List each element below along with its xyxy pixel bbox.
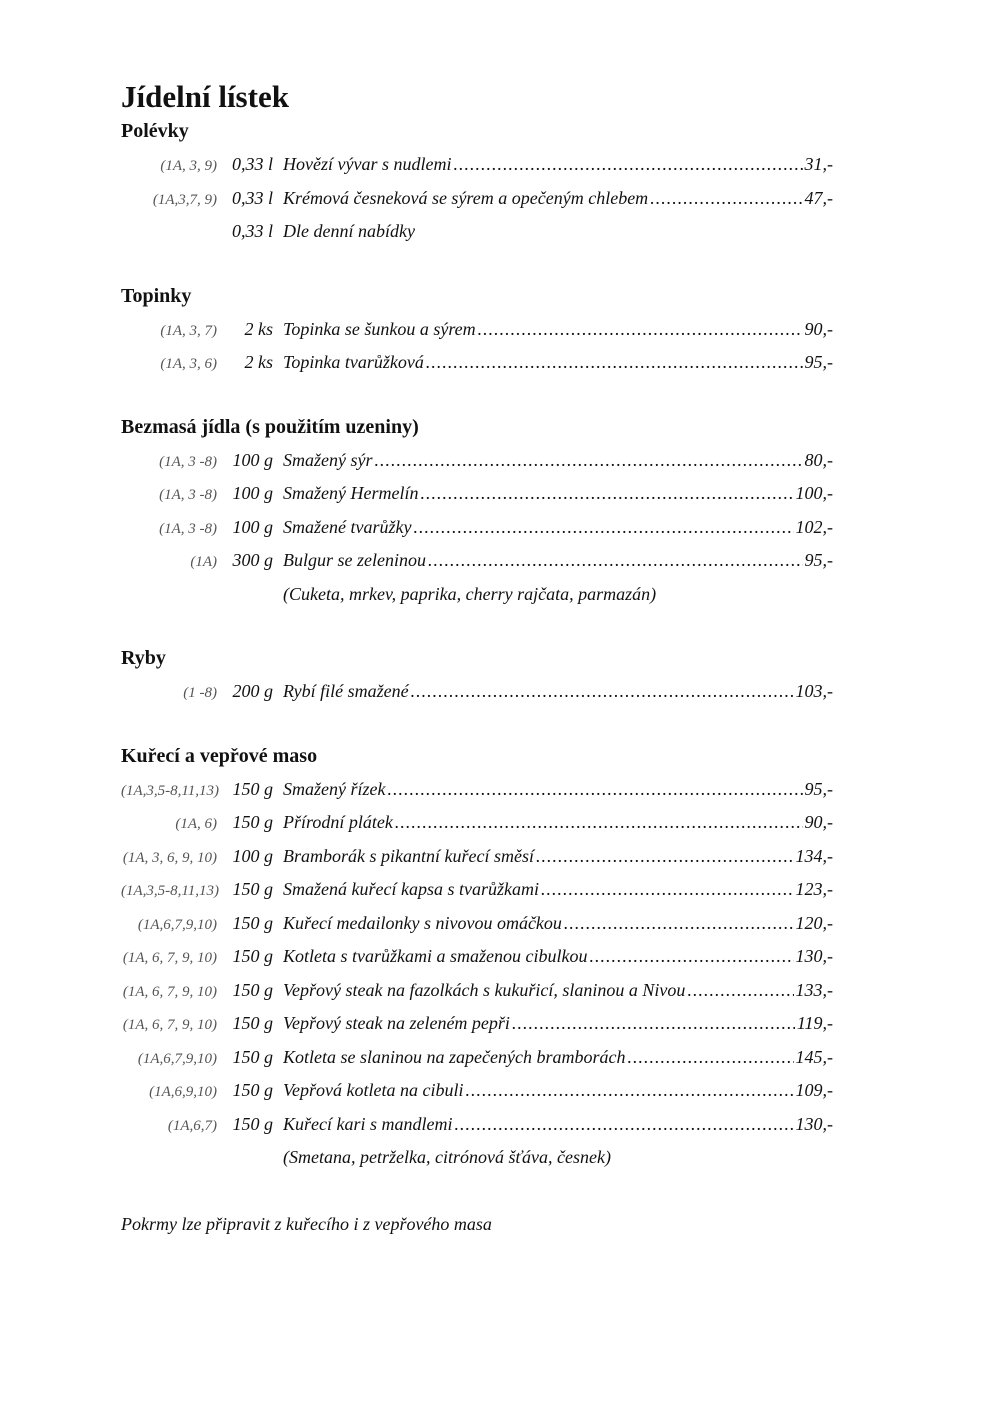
item-price: 109,- [795, 1080, 833, 1100]
menu-sections [121, 118, 833, 1175]
allergen-codes: (1A, 3 -8) [159, 487, 217, 503]
item-price: 133,- [795, 979, 833, 1000]
item-line [283, 1074, 833, 1108]
portion-amount: 150 g [232, 979, 273, 1000]
section-heading: Bezmasá jídla (s použitím uzeniny) [121, 415, 419, 438]
dot-leader [650, 182, 802, 216]
portion-amount: 100 g [232, 449, 273, 470]
item-line [283, 1141, 833, 1175]
item-price: 145,- [795, 1046, 833, 1067]
dot-leader [428, 544, 803, 578]
item-line [283, 974, 833, 1008]
section-heading: Kuřecí a vepřové maso [121, 744, 318, 767]
allergen-codes: (1A, 6, 7, 9, 10) [122, 1017, 217, 1033]
dot-leader [374, 444, 802, 478]
item-name: Rybí filé smažené [283, 681, 409, 701]
allergen-codes: (1A,6,9,10) [149, 1084, 217, 1100]
section-heading: Ryby [121, 647, 166, 669]
dot-leader [420, 477, 793, 511]
portion-amount: 100 g [232, 516, 273, 537]
item-name: Kotleta se slaninou na zapečených bramborách [283, 1046, 626, 1067]
dot-leader [387, 773, 802, 807]
item-name: Vepřový steak na zeleném pepři [283, 1013, 510, 1033]
footnote: Pokrmy lze připravit z kuřecího i z vepřového masa [121, 1213, 492, 1234]
menu-item [121, 313, 833, 347]
portion-amount: 2 ks [244, 318, 273, 339]
portion-amount: 0,33 l [231, 187, 273, 208]
menu-item [121, 148, 833, 182]
item-price: 134,- [795, 845, 833, 866]
menu-item [121, 578, 833, 612]
portion-amount: 100 g [232, 845, 273, 866]
section-heading: Topinky [121, 284, 192, 307]
menu-item [121, 215, 833, 249]
item-line [283, 907, 833, 941]
item-price: 119,- [796, 1013, 833, 1033]
dot-leader [478, 313, 803, 347]
page-title: Jídelní lístek [121, 79, 289, 114]
item-price: 90,- [804, 318, 833, 339]
menu-item [121, 840, 833, 874]
menu-section [121, 414, 833, 612]
item-line [283, 1108, 833, 1142]
menu-item [121, 974, 833, 1008]
menu-page [121, 78, 833, 1239]
allergen-codes: (1A, 3 -8) [159, 520, 217, 537]
item-price: 31,- [804, 154, 833, 174]
item-line [283, 313, 833, 347]
dot-leader [564, 907, 794, 941]
dot-leader [411, 675, 794, 709]
item-name: Bulgur se zeleninou [283, 550, 426, 570]
item-name: Topinka se šunkou a sýrem [283, 318, 476, 339]
item-name: Smažený řízek [283, 778, 386, 799]
menu-item [121, 806, 833, 840]
menu-section [121, 645, 833, 709]
portion-amount: 150 g [232, 879, 273, 899]
item-name: Hovězí vývar s nudlemi [283, 154, 452, 174]
dot-leader [536, 840, 794, 874]
item-price: 90,- [804, 812, 833, 832]
menu-item [121, 1074, 833, 1108]
item-line [283, 346, 833, 380]
portion-amount: 0,33 l [231, 221, 273, 241]
item-line [283, 840, 833, 874]
allergen-codes: (1A, 3, 9) [160, 158, 217, 174]
allergen-codes: (1 -8) [183, 685, 217, 701]
allergen-codes: (1A) [190, 554, 217, 570]
menu-item [121, 1108, 833, 1142]
portion-amount: 150 g [232, 812, 273, 832]
allergen-codes: (1A, 6, 7, 9, 10) [122, 950, 217, 966]
portion-amount: 150 g [232, 1046, 273, 1067]
item-name: Smažený Hermelín [283, 483, 419, 503]
item-name: Smažené tvarůžky [283, 516, 412, 537]
menu-item [121, 675, 833, 709]
item-name: (Cuketa, mrkev, paprika, cherry rajčata, parmazán) [283, 583, 657, 604]
menu-item [121, 1141, 833, 1175]
menu-item [121, 907, 833, 941]
allergen-codes: (1A,6,7,9,10) [137, 916, 217, 933]
portion-amount: 300 g [232, 550, 273, 570]
portion-amount: 150 g [232, 946, 273, 966]
menu-item [121, 1007, 833, 1041]
dot-leader [426, 346, 803, 380]
item-name: Topinka tvarůžková [283, 352, 424, 372]
portion-amount: 150 g [232, 1080, 273, 1100]
item-line [283, 477, 833, 511]
menu-item [121, 182, 833, 216]
item-price: 103,- [795, 681, 833, 701]
item-line [283, 675, 833, 709]
item-line [283, 182, 833, 216]
portion-amount: 0,33 l [231, 154, 273, 174]
item-line [283, 511, 833, 545]
portion-amount: 150 g [232, 912, 273, 933]
item-line [283, 578, 833, 612]
menu-item [121, 511, 833, 545]
menu-item [121, 477, 833, 511]
allergen-codes: (1A, 3, 7) [160, 322, 217, 339]
allergen-codes: (1A,3,7, 9) [152, 191, 217, 208]
portion-amount: 150 g [232, 1113, 273, 1134]
dot-leader [395, 806, 803, 840]
item-price: 102,- [795, 516, 833, 537]
allergen-codes: (1A, 6) [175, 816, 217, 832]
dot-leader [512, 1007, 795, 1041]
allergen-codes: (1A, 3, 6) [160, 356, 217, 372]
allergen-codes: (1A,6,7,9,10) [137, 1050, 217, 1067]
portion-amount: 100 g [232, 483, 273, 503]
item-name: Dle denní nabídky [283, 221, 415, 241]
item-price: 130,- [795, 946, 833, 966]
dot-leader [453, 148, 802, 182]
menu-section [121, 283, 833, 380]
item-price: 95,- [804, 778, 833, 799]
allergen-codes: (1A,3,5-8,11,13) [121, 782, 220, 799]
portion-amount: 200 g [232, 681, 273, 701]
allergen-codes: (1A,3,5-8,11,13) [121, 883, 220, 899]
dot-leader [465, 1074, 793, 1108]
menu-section [121, 118, 833, 249]
item-price: 100,- [795, 483, 833, 503]
dot-leader [627, 1041, 793, 1075]
portion-amount: 2 ks [244, 352, 273, 372]
allergen-codes: (1A, 3, 6, 9, 10) [122, 849, 217, 866]
item-line [283, 773, 833, 807]
item-name: Vepřová kotleta na cibuli [283, 1080, 464, 1100]
item-name: Kuřecí kari s mandlemi [283, 1113, 453, 1134]
item-name: Bramborák s pikantní kuřecí směsí [283, 845, 534, 866]
allergen-codes: (1A,6,7) [167, 1117, 217, 1134]
dot-leader [413, 511, 793, 545]
item-name: Smažená kuřecí kapsa s tvarůžkami [283, 879, 539, 899]
dot-leader [589, 940, 793, 974]
item-line [283, 544, 833, 578]
item-price: 47,- [804, 187, 833, 208]
menu-item [121, 873, 833, 907]
menu-item [121, 444, 833, 478]
item-price: 123,- [795, 879, 833, 899]
item-line [283, 940, 833, 974]
item-line [283, 806, 833, 840]
portion-amount: 150 g [232, 1013, 273, 1033]
menu-item [121, 1041, 833, 1075]
item-name: Kotleta s tvarůžkami a smaženou cibulkou [283, 946, 588, 966]
item-name: Smažený sýr [283, 449, 373, 470]
menu-item [121, 940, 833, 974]
item-price: 130,- [795, 1113, 833, 1134]
item-line [283, 1007, 833, 1041]
item-name: Krémová česneková se sýrem a opečeným chlebem [283, 187, 649, 208]
menu-section [121, 743, 833, 1175]
dot-leader [541, 873, 794, 907]
item-line [283, 873, 833, 907]
dot-leader [454, 1108, 793, 1142]
dot-leader [687, 974, 793, 1008]
item-name: (Smetana, petrželka, citrónová šťáva, česnek) [283, 1147, 611, 1167]
item-name: Vepřový steak na fazolkách s kukuřicí, slaninou a Nivou [283, 979, 686, 1000]
allergen-codes: (1A, 6, 7, 9, 10) [122, 983, 217, 1000]
item-price: 120,- [795, 912, 833, 933]
portion-amount: 150 g [232, 778, 273, 799]
item-name: Přírodní plátek [283, 812, 393, 832]
item-line [283, 1041, 833, 1075]
item-price: 80,- [804, 449, 833, 470]
item-name: Kuřecí medailonky s nivovou omáčkou [283, 912, 562, 933]
menu-item [121, 346, 833, 380]
item-line [283, 444, 833, 478]
item-price: 95,- [804, 352, 833, 372]
item-price: 95,- [804, 550, 833, 570]
allergen-codes: (1A, 3 -8) [159, 453, 217, 470]
menu-item [121, 544, 833, 578]
item-line [283, 148, 833, 182]
item-line [283, 215, 833, 249]
menu-item [121, 773, 833, 807]
section-heading: Polévky [121, 120, 189, 142]
